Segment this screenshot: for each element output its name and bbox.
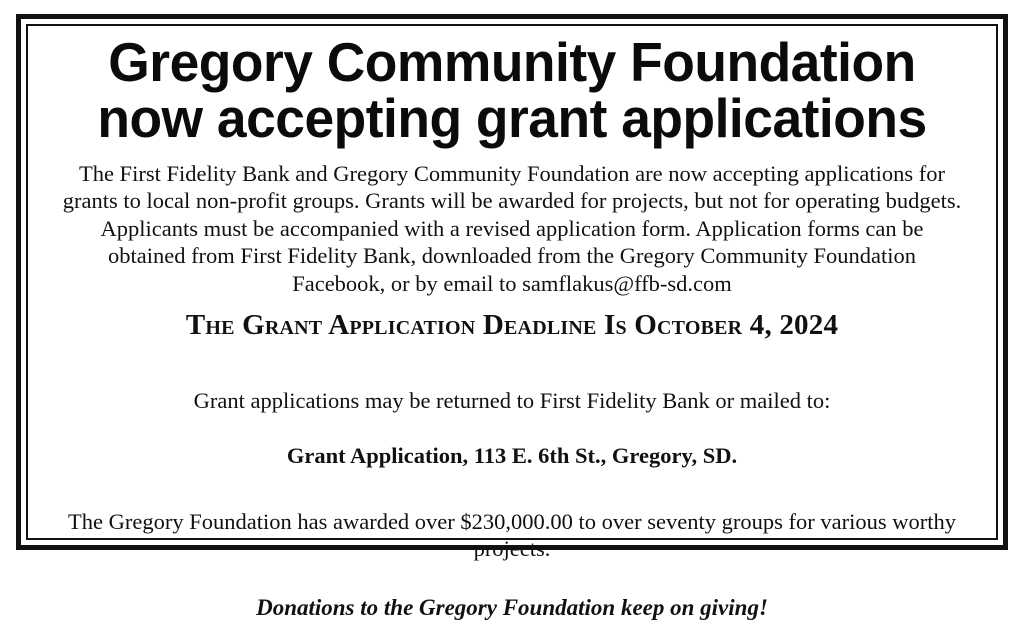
deadline-notice: The Grant Application Deadline Is October 4, 2024 xyxy=(185,308,839,341)
tagline: Donations to the Gregory Foundation keep on giving! xyxy=(256,595,768,621)
mailing-address: Grant Application, 113 E. 6th St., Gregory, SD. xyxy=(286,443,738,469)
page-title xyxy=(54,31,970,149)
return-instructions: Grant applications may be returned to First Fidelity Bank or mailed to: xyxy=(193,387,831,413)
headline-line-2: now accepting grant applications xyxy=(97,86,927,149)
body-paragraph: The First Fidelity Bank and Gregory Community Foundation are now accepting applications for grants to local non-profit groups. Grants will be awarded for projects, but not for operating budgets. Applicants must be accompanied with a revised application form. Application forms can be obtained from First Fidelity Bank, downloaded from the Gregory Community Foundation Facebook, or by email to samflakus@ffb-sd.com xyxy=(62,160,962,296)
ad-inner-border xyxy=(26,24,998,621)
awarded-note: The Gregory Foundation has awarded over $230,000.00 to over seventy groups for various worthy projects. xyxy=(68,508,956,562)
ad-outer-border xyxy=(16,14,1008,621)
headline-line-1: Gregory Community Foundation xyxy=(108,31,916,93)
